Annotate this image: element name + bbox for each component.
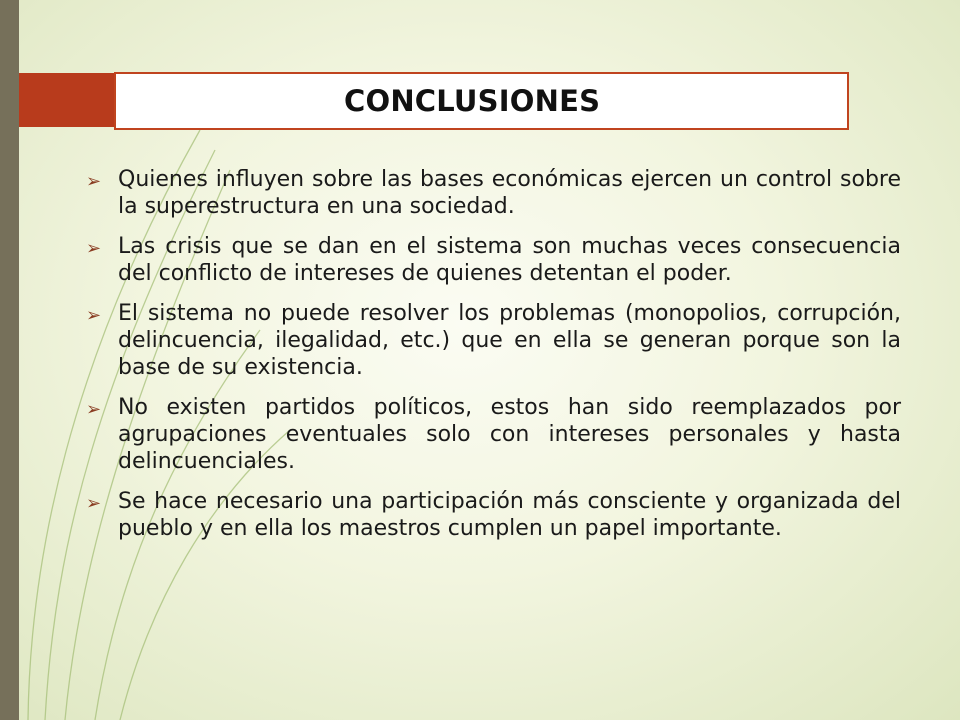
bullet-text: Se hace necesario una participación más consciente y organizada del pueblo y en ella los maestros cumplen un papel importante. bbox=[118, 489, 901, 541]
arrow-bullet-icon: ➢ bbox=[86, 493, 102, 514]
bullet-list bbox=[86, 166, 901, 555]
bullet-item bbox=[86, 233, 901, 287]
arrow-bullet-icon: ➢ bbox=[86, 171, 102, 192]
bullet-text: El sistema no puede resolver los problemas (monopolios, corrupción, delincuencia, ilegalidad, etc.) que en ella se generan porque son la base de su existencia. bbox=[118, 301, 901, 380]
bullet-item bbox=[86, 166, 901, 220]
arrow-bullet-icon: ➢ bbox=[86, 305, 102, 326]
bullet-text: Las crisis que se dan en el sistema son muchas veces consecuencia del conflicto de intereses de quienes detentan el poder. bbox=[118, 234, 901, 286]
bullet-text: Quienes influyen sobre las bases económicas ejercen un control sobre la superestructura en una sociedad. bbox=[118, 167, 901, 219]
title-box bbox=[114, 72, 849, 130]
bullet-item bbox=[86, 300, 901, 381]
arrow-bullet-icon: ➢ bbox=[86, 399, 102, 420]
title-accent-bar bbox=[19, 73, 116, 127]
bullet-item bbox=[86, 488, 901, 542]
arrow-bullet-icon: ➢ bbox=[86, 238, 102, 259]
slide-title: CONCLUSIONES bbox=[344, 84, 601, 118]
bullet-item bbox=[86, 394, 901, 475]
bullet-text: No existen partidos políticos, estos han sido reemplazados por agrupaciones eventuales solo con intereses personales y hasta delincuenciales. bbox=[118, 395, 901, 474]
